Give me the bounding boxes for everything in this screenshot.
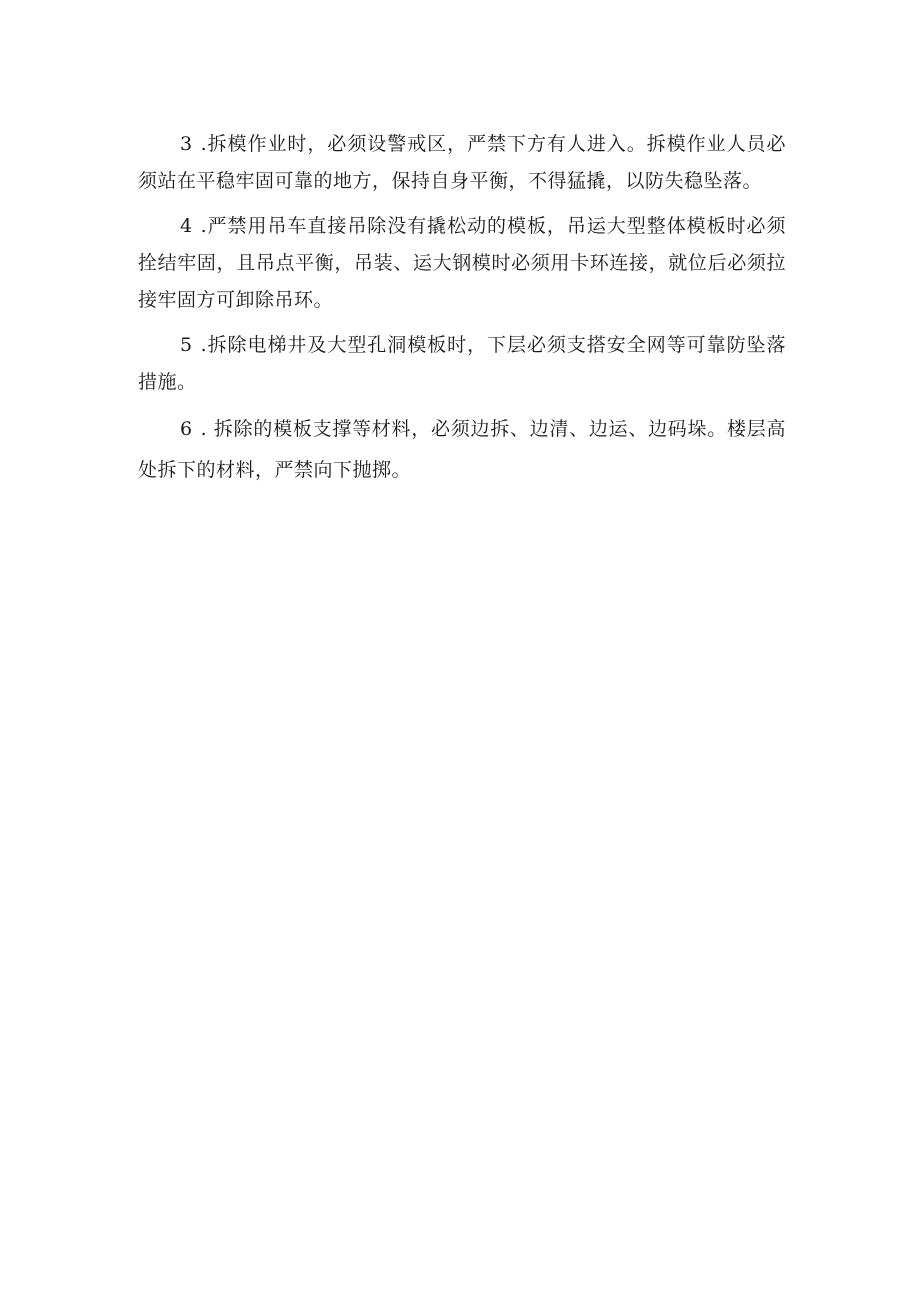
paragraph-text: .拆模作业时，必须设警戒区，严禁下方有人进入。拆模作业人员必须站在平稳牢固可靠的地方，保持自身平衡，不得猛撬，以防失稳坠落。: [138, 133, 786, 192]
paragraph-text: . 拆除的模板支撑等材料，必须边拆、边清、边运、边码垛。楼层高处拆下的材料，严禁向下抛掷。: [138, 418, 786, 481]
paragraph-text: .拆除电梯井及大型孔洞模板时，下层必须支搭安全网等可靠防坠落措施。: [138, 334, 786, 393]
paragraph-4: [138, 208, 786, 319]
document-body: [138, 126, 786, 499]
paragraph-6: [138, 409, 786, 491]
paragraph-number: 5: [180, 334, 193, 356]
paragraph-text: .严禁用吊车直接吊除没有撬松动的模板，吊运大型整体模板时必须拴结牢固，且吊点平衡，吊装、运大钢模时必须用卡环连接，就位后必须拉接牢固方可卸除吊环。: [138, 215, 786, 311]
paragraph-3: [138, 126, 786, 200]
paragraph-number: 3: [180, 133, 193, 155]
paragraph-5: [138, 327, 786, 401]
paragraph-number: 4: [180, 215, 193, 237]
paragraph-number: 6: [180, 418, 193, 440]
